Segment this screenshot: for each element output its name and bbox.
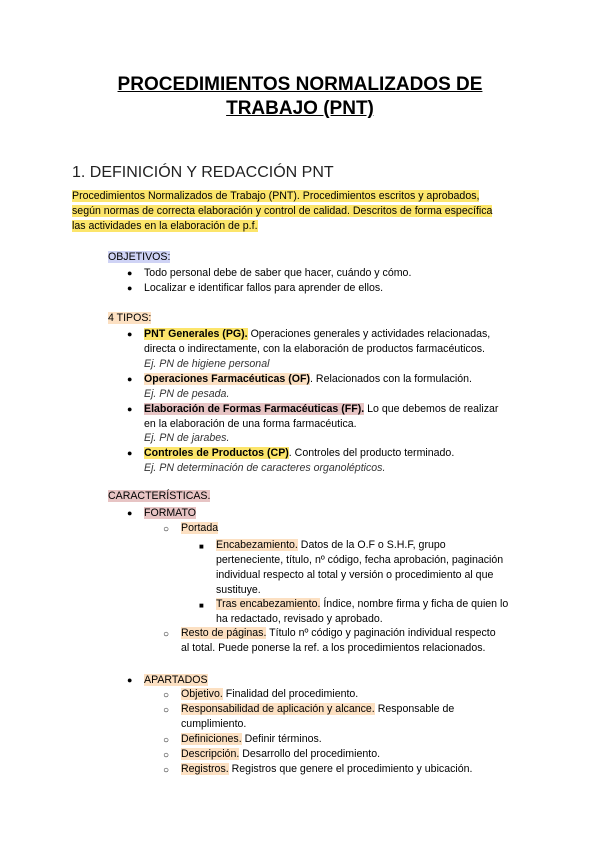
objetivos-heading: OBJETIVOS: [108,251,171,263]
tipo-item: Controles de Productos (CP). Controles del producto terminado. [144,447,455,459]
encabezamiento-line: individual respecto al total y versión o procedimiento al que [216,569,494,581]
tipo-example: Ej. PN de higiene personal [144,358,270,370]
intro-line: las actividades en la elaboración de p.f. [72,220,258,232]
bullet-icon: ● [127,675,133,685]
document-title [60,73,540,121]
bullet-icon: ● [127,508,133,518]
objetivo-item: Todo personal debe de saber que hacer, cuándo y cómo. [144,267,412,279]
circle-bullet-icon: ○ [163,750,170,761]
tipo-item: PNT Generales (PG). Operaciones generales y actividades relacionadas, [144,328,491,340]
apartado-item: Definiciones. Definir términos. [181,733,322,745]
circle-bullet-icon: ○ [163,690,170,701]
section-heading: 1. DEFINICIÓN Y REDACCIÓN PNT [72,164,334,181]
tipo-example: Ej. PN de pesada. [144,388,230,400]
tipo-item-continuation: en la elaboración de una forma farmacéutica. [144,418,357,430]
tras-encabezamiento-line: Tras encabezamiento. Índice, nombre firma y ficha de quien lo [216,598,509,610]
bullet-icon: ● [127,268,133,278]
title-line-1: PROCEDIMIENTOS NORMALIZADOS DE [117,74,483,95]
tipo-example: Ej. PN determinación de caracteres organolépticos. [144,462,386,474]
objetivo-item: Localizar e identificar fallos para aprender de ellos. [144,282,384,294]
circle-bullet-icon: ○ [163,735,170,746]
tipo-example: Ej. PN de jarabes. [144,432,230,444]
square-bullet-icon: ■ [199,601,204,610]
intro-line: Procedimientos Normalizados de Trabajo (PNT). Procedimientos escritos y aprobados, [72,190,480,202]
bullet-icon: ● [127,329,133,339]
tras-encabezamiento-line: ha redactado, revisado y aprobado. [216,613,383,625]
tipos-heading: 4 TIPOS: [108,312,152,324]
tipo-item-continuation: directa o indirectamente, con la elaboración de productos farmacéuticos. [144,343,485,355]
title-line-2: TRABAJO (PNT) [226,98,374,119]
apartados-label: APARTADOS [144,674,208,686]
resto-line: Resto de páginas. Título nº código y paginación individual respecto [181,627,496,639]
formato-label: FORMATO [144,507,196,519]
circle-bullet-icon: ○ [163,705,170,716]
encabezamiento-line: Encabezamiento. Datos de la O.F o S.H.F, grupo [216,539,446,551]
encabezamiento-line: sustituye. [216,584,261,596]
portada-label: Portada [181,522,219,534]
caracteristicas-heading: CARACTERÍSTICAS. [108,490,211,502]
square-bullet-icon: ■ [199,542,204,551]
bullet-icon: ● [127,374,133,384]
apartado-item-continuation: cumplimiento. [181,718,247,730]
bullet-icon: ● [127,448,133,458]
apartado-item: Responsabilidad de aplicación y alcance. Responsable de [181,703,455,715]
apartado-item: Objetivo. Finalidad del procedimiento. [181,688,359,700]
intro-line: según normas de correcta elaboración y control de calidad. Descritos de forma específica [72,205,493,217]
circle-bullet-icon: ○ [163,765,170,776]
bullet-icon: ● [127,404,133,414]
tipo-item: Elaboración de Formas Farmacéuticas (FF). Lo que debemos de realizar [144,403,499,415]
tipo-item: Operaciones Farmacéuticas (OF). Relacionados con la formulación. [144,373,472,385]
apartado-item: Registros. Registros que genere el procedimiento y ubicación. [181,763,473,775]
resto-line: al total. Puede ponerse la ref. a los procedimientos relacionados. [181,642,486,654]
intro-paragraph [72,189,532,234]
encabezamiento-line: perteneciente, título, nº código, fecha aprobación, paginación [216,554,504,566]
apartado-item: Descripción. Desarrollo del procedimiento. [181,748,381,760]
bullet-icon: ● [127,283,133,293]
circle-bullet-icon: ○ [163,524,170,535]
circle-bullet-icon: ○ [163,629,170,640]
